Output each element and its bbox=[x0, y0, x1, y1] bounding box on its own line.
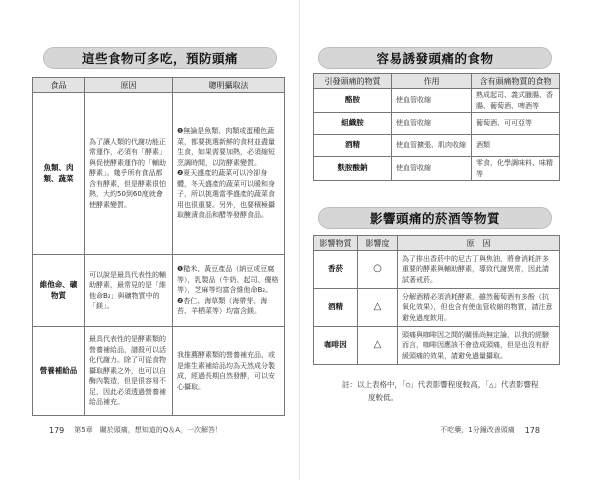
table-row bbox=[314, 89, 560, 113]
row-substance: 組織胺 bbox=[314, 113, 392, 135]
table-row bbox=[314, 157, 560, 181]
tip-item: ❷杏仁、海草類（海帶芽、海苔、羊栖菜等）均富含鎂。 bbox=[177, 296, 268, 316]
row-substance: 麩胺酸鈉 bbox=[314, 157, 392, 181]
row-category: 營養補給品 bbox=[33, 327, 85, 416]
row-effect: 使血管收縮 bbox=[392, 89, 472, 113]
food-table-header bbox=[33, 78, 285, 93]
right-footer bbox=[440, 425, 540, 435]
header-reason: 原 因 bbox=[398, 236, 560, 251]
tip-item: ❷夏天盛產的蔬菜可以冷卻身體，冬天盛產的蔬菜可以暖和身子，所以挑選當季盛產的蔬菜食用也很重要。另外，也要積極攝取醃漬食品和醋等發酵食品。 bbox=[177, 169, 275, 220]
chapter-title: 第5章 關於頭痛，想知道的Q＆A，一次解答！ bbox=[74, 426, 223, 434]
row-foods: 零食、化學調味料、味精等 bbox=[472, 157, 560, 181]
table-row bbox=[314, 327, 560, 365]
row-foods: 葡萄酒、可可亞等 bbox=[472, 113, 560, 135]
section-title: 不吃藥，1分鐘改善頭痛 bbox=[440, 426, 515, 434]
header-tips: 聰明攝取法 bbox=[173, 78, 285, 93]
header-reason: 原因 bbox=[85, 78, 173, 93]
row-foods: 酒類 bbox=[472, 135, 560, 157]
header-degree: 影響度 bbox=[358, 236, 398, 251]
row-substance: 酒精 bbox=[314, 135, 392, 157]
header-foods: 含有頭痛物質的食物 bbox=[472, 74, 560, 89]
row-substance: 酪胺 bbox=[314, 89, 392, 113]
tip-item: 我推薦酵素類的營養補充品，或是維生素補給品均為天然成分製成，經過長期自然發酵，可以安心攝取。 bbox=[177, 351, 275, 391]
row-effect: 使血管收縮 bbox=[392, 157, 472, 181]
table-row bbox=[314, 289, 560, 327]
note-line: 度較低。 bbox=[368, 393, 398, 402]
row-category: 維他命、礦物質 bbox=[33, 255, 85, 327]
row-degree: △ bbox=[358, 327, 398, 365]
row-degree: ○ bbox=[358, 251, 398, 289]
tip-item: ❶無論是魚類、肉類或蛋種色蔬菜，都要挑選新鮮的食材並盡量生食，如果需要加熱，必須縮短烹調時間，以防酵素變質。 bbox=[177, 127, 275, 167]
table-row bbox=[33, 327, 285, 416]
table-row bbox=[33, 93, 285, 255]
row-degree: △ bbox=[358, 289, 398, 327]
table-row bbox=[33, 255, 285, 327]
row-effect: 使血管收縮 bbox=[392, 113, 472, 135]
row-reason: 最具代表性的是酵素類的營養補給品，譜殺可以活化代謝力。除了可從食物攝取酵素之外，也可以自酶內製造，但是很容易不足，因此必須透過營養補給品補充。 bbox=[85, 327, 173, 416]
page-number: 179 bbox=[49, 425, 65, 435]
tobacco-alcohol-title: 影響頭痛的菸酒等物質 bbox=[318, 207, 552, 229]
row-reason: 可以說是最具代表性的輔助酵素，最常見的是「維他命B₂」與礦物質中的「鎂」。 bbox=[85, 255, 173, 327]
row-reason: 為了排出香菸中的尼古丁與焦油，將會消耗許多重要的酵素與輔助酵素，導致代謝異常，因此請試著戒菸。 bbox=[398, 251, 560, 289]
trigger-table-header bbox=[314, 74, 560, 89]
header-substance: 影響物質 bbox=[314, 236, 358, 251]
row-substance: 香菸 bbox=[314, 251, 358, 289]
trigger-foods-title: 容易誘發頭痛的食物 bbox=[318, 47, 552, 69]
header-substance: 引發頭痛的物質 bbox=[314, 74, 392, 89]
tobacco-table-header bbox=[314, 236, 560, 251]
row-tips bbox=[173, 255, 285, 327]
tobacco-alcohol-table bbox=[313, 235, 560, 365]
header-food: 食品 bbox=[33, 78, 85, 93]
row-tips bbox=[173, 93, 285, 255]
row-foods: 熟成起司、義式臘腸、香腸、葡萄酒、啤酒等 bbox=[472, 89, 560, 113]
row-reason: 分解酒精必須消耗酵素，雖然葡萄酒有多酚（抗氧化效果），但也含有使血管收縮的物質，請注意避免過度飲用。 bbox=[398, 289, 560, 327]
header-effect: 作用 bbox=[392, 74, 472, 89]
table-note bbox=[342, 378, 568, 404]
row-reason: 頭痛與咖啡因之間的關係尚無定論，以我的經驗而言，咖啡因應該不會造成頭痛，但是也沒有舒緩頭痛的效果，請避免過量攝取。 bbox=[398, 327, 560, 365]
left-page-title: 這些食物可多吃，預防頭痛 bbox=[43, 47, 277, 69]
row-substance: 酒精 bbox=[314, 289, 358, 327]
row-reason: 為了讓人類的代謝功能正常運作，必須有「酵素」與促使酵素運作的「輔助酵素」。幾乎所有食品都含有酵素，但是酵素很怕熱，大約50到60度就會使酵素變質。 bbox=[85, 93, 173, 255]
row-tips bbox=[173, 327, 285, 416]
table-row bbox=[314, 251, 560, 289]
food-table bbox=[32, 77, 285, 416]
row-effect: 使血管擴張、肌肉收縮 bbox=[392, 135, 472, 157]
note-line: 註：以上表格中，「○」代表影響程度較高，「△」代表影響程 bbox=[342, 380, 539, 389]
trigger-foods-table bbox=[313, 73, 560, 181]
page-number: 178 bbox=[524, 425, 540, 435]
row-category: 魚類、肉類、蔬菜 bbox=[33, 93, 85, 255]
table-row bbox=[314, 113, 560, 135]
row-substance: 咖啡因 bbox=[314, 327, 358, 365]
left-footer bbox=[49, 425, 222, 435]
tip-item: ❶糙米、黃豆產品（納豆或豆腐等），乳製品（牛奶、起司、優格等），芝麻等均富含維他命B₂。 bbox=[177, 265, 279, 295]
table-row bbox=[314, 135, 560, 157]
